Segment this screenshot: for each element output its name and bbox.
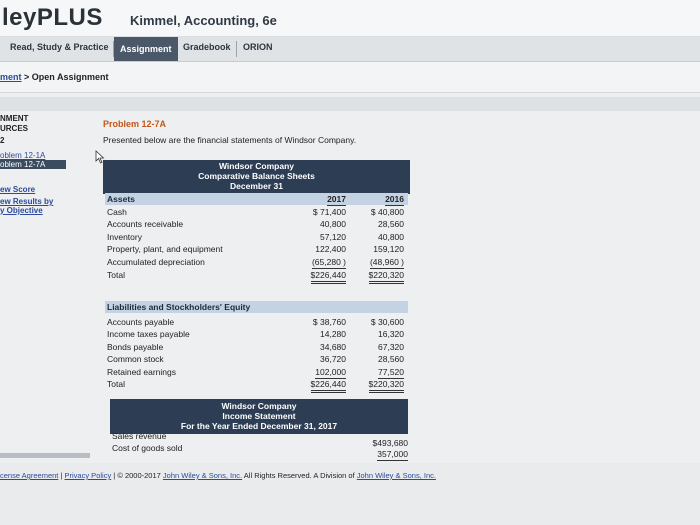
value-2017: $ 71,400 [312, 207, 346, 217]
assignment-sidebar [0, 114, 66, 215]
wiley-division-link[interactable]: John Wiley & Sons, Inc. [356, 471, 436, 480]
value-2016: 159,120 [373, 244, 404, 254]
value-2017: $226,440 [311, 378, 346, 393]
value-2016: 28,560 [378, 354, 404, 364]
assets-header-label: Assets [107, 194, 135, 204]
sidebar-item-problem-12-7a[interactable]: oblem 12-7A [0, 160, 66, 169]
row-label: Cost of goods sold [112, 443, 183, 453]
sidebar-item-problem-12-1a[interactable]: oblem 12-1A [0, 151, 46, 160]
license-agreement-link[interactable]: cense Agreement [0, 471, 59, 480]
table-row [107, 218, 407, 230]
balance-sheet-title: Comparative Balance Sheets [198, 171, 315, 181]
problem-description: Presented below are the financial statements of Windsor Company. [103, 135, 357, 145]
table-row [112, 443, 408, 459]
breadcrumb-bar [0, 62, 700, 93]
row-label: Retained earnings [107, 367, 176, 377]
tab-gradebook[interactable]: Gradebook [183, 42, 231, 52]
balance-sheet-date: December 31 [230, 181, 283, 191]
course-title: Kimmel, Accounting, 6e [130, 13, 277, 28]
value-2016: 77,520 [378, 367, 404, 377]
value-2016: 67,320 [378, 342, 404, 352]
value-2016: $ 40,800 [370, 207, 404, 217]
footer-links [0, 471, 436, 480]
value-2016: $ 30,600 [370, 317, 404, 327]
row-value: 357,000 [377, 449, 408, 459]
col-header-2017: 2017 [327, 194, 346, 204]
column-headers [107, 193, 407, 205]
value-2016: 28,560 [378, 219, 404, 229]
page-footer [0, 463, 700, 525]
table-row [107, 231, 407, 243]
breadcrumb [0, 72, 108, 82]
sidebar-link-view-results[interactable]: ew Results by [0, 197, 54, 206]
wiley-link[interactable]: John Wiley & Sons, Inc. [162, 471, 243, 480]
col-header-2016: 2016 [385, 194, 404, 204]
row-value: $493,680 [372, 438, 408, 448]
breadcrumb-separator: > [21, 72, 32, 82]
value-2016: $220,320 [369, 269, 404, 284]
table-row [107, 243, 407, 255]
value-2016: (48,960 ) [369, 257, 404, 267]
liabilities-header [105, 301, 408, 313]
breadcrumb-current: Open Assignment [31, 72, 109, 82]
nav-divider [236, 41, 237, 57]
table-row-total [107, 378, 407, 390]
value-2017: $226,440 [311, 269, 346, 284]
table-row [107, 328, 407, 340]
value-2017: (65,280 ) [311, 257, 346, 267]
horizontal-scrollbar[interactable] [0, 453, 90, 458]
value-2016: $220,320 [369, 378, 404, 393]
table-row [107, 206, 407, 218]
tab-assignment[interactable]: Assignment [114, 37, 178, 61]
sidebar-heading: URCES [0, 124, 29, 133]
value-2017: 14,280 [320, 329, 346, 339]
table-row [107, 366, 407, 378]
balance-sheet-header [103, 160, 410, 194]
breadcrumb-link-assignment[interactable]: ment [0, 72, 22, 82]
row-label: Inventory [107, 232, 142, 242]
main-nav [0, 37, 700, 62]
row-label: Cash [107, 207, 127, 217]
row-label: Accounts payable [107, 317, 175, 327]
row-label: Total [107, 379, 125, 389]
privacy-policy-link[interactable]: Privacy Policy [64, 471, 112, 480]
row-label: Income taxes payable [107, 329, 190, 339]
value-2017: 102,000 [315, 367, 346, 377]
liabilities-header-label: Liabilities and Stockholders' Equity [107, 302, 251, 312]
tab-read-study-practice[interactable]: Read, Study & Practice [10, 42, 109, 52]
income-statement-company: Windsor Company [221, 401, 297, 411]
table-row [107, 341, 407, 353]
sidebar-heading: NMENT [0, 114, 29, 123]
row-label: Property, plant, and equipment [107, 244, 223, 254]
tab-orion[interactable]: ORION [243, 42, 273, 52]
app-logo: leyPLUS [2, 4, 103, 31]
table-row [107, 256, 407, 268]
table-row [107, 353, 407, 365]
row-label: Bonds payable [107, 342, 164, 352]
value-2017: 57,120 [320, 232, 346, 242]
value-2016: 40,800 [378, 232, 404, 242]
sidebar-question-number: 2 [0, 136, 5, 145]
problem-title: Problem 12-7A [103, 119, 167, 129]
rights-text: All Rights Reserved. A Division of [242, 471, 357, 480]
value-2016: 16,320 [378, 329, 404, 339]
value-2017: $ 38,760 [312, 317, 346, 327]
copyright-text: © 2000-2017 [117, 471, 163, 480]
table-row-total [107, 269, 407, 281]
problem-content [103, 119, 433, 145]
value-2017: 122,400 [315, 244, 346, 254]
row-label: Sales revenue [112, 431, 167, 441]
income-statement-header [110, 399, 408, 434]
table-row [107, 316, 407, 328]
row-label: Total [107, 270, 125, 280]
content-header-band [0, 97, 700, 111]
footer-separator: | [113, 471, 118, 480]
value-2017: 34,680 [320, 342, 346, 352]
income-statement-title: Income Statement [222, 411, 296, 421]
income-statement-period: For the Year Ended December 31, 2017 [180, 421, 338, 431]
balance-sheet-company: Windsor Company [218, 161, 294, 171]
value-2017: 40,800 [320, 219, 346, 229]
row-label: Common stock [107, 354, 164, 364]
top-bar [0, 0, 700, 37]
row-label: Accounts receivable [107, 219, 184, 229]
row-label: Accumulated depreciation [107, 257, 205, 267]
sidebar-link-objective[interactable]: y Objective [0, 206, 43, 215]
sidebar-link-view-score[interactable]: ew Score [0, 185, 36, 194]
footer-separator: | [60, 471, 65, 480]
value-2017: 36,720 [320, 354, 346, 364]
